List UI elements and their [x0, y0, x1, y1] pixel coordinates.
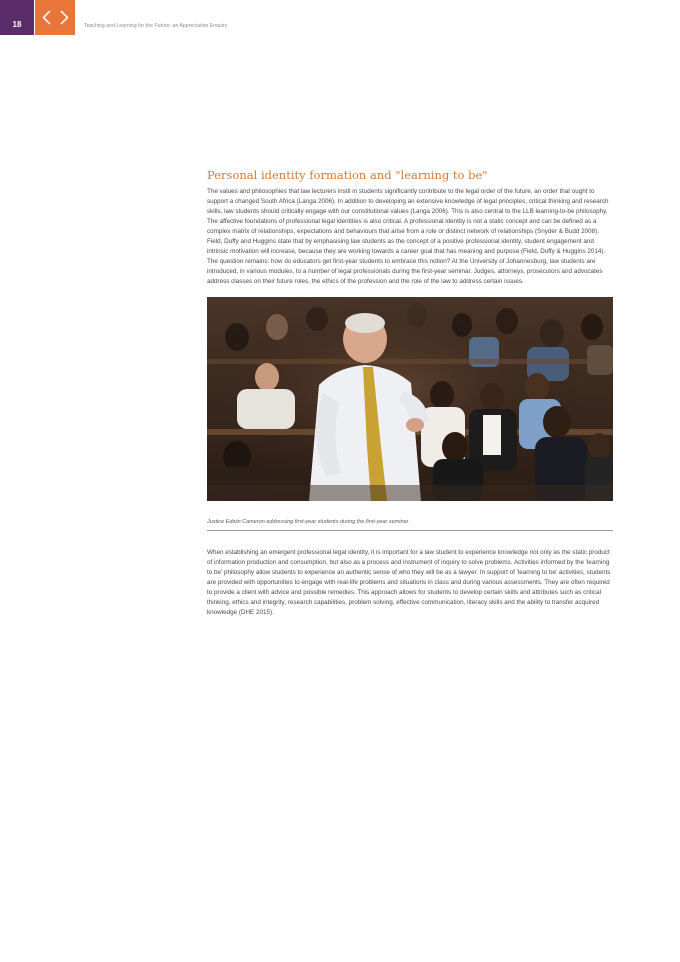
section-title: Personal identity formation and "learning to be" — [207, 168, 488, 182]
running-head: Teaching and Learning for the Future: an Appreciative Enquiry — [84, 23, 228, 29]
top-bar — [0, 0, 680, 35]
next-page-button[interactable] — [58, 10, 70, 26]
previous-page-button[interactable] — [40, 10, 52, 26]
page-number: 18 — [12, 20, 22, 29]
page-number-badge — [0, 0, 34, 35]
chevron-right-icon — [60, 10, 69, 25]
page-navigation — [35, 0, 75, 35]
body-paragraph-2: When establishing an emergent professional legal identity, it is important for a law student to experience knowledge not only as the static product of information production and consumption, but also as a process and instrument of inquiry to solve problems. Activities informed by the 'learning to be' philosophy allow students to experience an authentic sense of who they will be as a lawyer. In support of 'learning to be' activities, students are provided with opportunities to engage with real-life problems and situations in class and during various assessments. They are often required to provide a client with advice and possible remedies. This approach allows for students to develop certain skills and attributes such as critical thinking, ethics and integrity, research capabilities, problem solving, effective communication, literacy skills and the ability to transfer acquired knowledge (DHE 2015). — [207, 549, 611, 616]
photo-caption: Justice Edwin Cameron addressing first-year students during the first-year seminar — [207, 518, 613, 531]
body-paragraph-1: The values and philosophies that law lecturers instil in students significantly contribute to the legal order of the future, an order that ought to support a changed South Africa (Langa 2006). In addition to developing an extensive knowledge of legal principles, critical thinking and research skills, law students should critically engage with our constitutional values (Langa 2006). This is also central to the LLB learning-to-be philosophy. The affective foundations of professional legal identities is also critical. A professional identity is not a static concept and can be defined as a complex matrix of relationships, expectations and behaviours that arise from a role or distinct network of relationships (Snyder & Budd 2008). Field, Duffy and Huggins state that by emphasising law students as the concept of a positive professional identity, student engagement and intrinsic motivation will increase, because they are working towards a career goal that has meaning and purpose (Field, Duffy & Huggins 2014). The question remains: how do educators get first-year students to embrace this notion? At the University of Johannesburg, law students are introduced, in various modules, to a number of legal professionals during the first-year seminar. Judges, attorneys, prosecutors and advocates address classes on their future roles, the ethics of the profession and the role of the law to address certain issues. — [207, 188, 609, 285]
lecture-photo — [207, 297, 613, 501]
lecture-photo-illustration — [207, 297, 613, 501]
chevron-left-icon — [42, 10, 51, 25]
article-content — [207, 168, 613, 618]
